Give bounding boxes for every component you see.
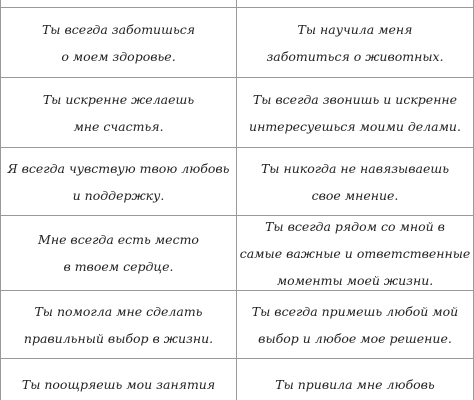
card-line: Ты поощряешь мои занятия	[21, 377, 216, 392]
card-line: в твоем сердце.	[63, 259, 174, 274]
card-line: интересуешься моими делами.	[249, 118, 461, 134]
card-line: свое мнение.	[311, 187, 399, 203]
card-cutoff-right	[237, 0, 474, 8]
card-line: Ты всегда звонишь и искренне	[252, 91, 458, 107]
card-line: Ты никогда не навязываешь	[260, 160, 450, 176]
card-line: о моем здоровье.	[61, 48, 176, 64]
card-line: Ты помогла мне сделать	[34, 303, 203, 319]
card-calls	[237, 78, 474, 148]
card-line: Ты привила мне любовь	[275, 377, 435, 392]
card-line: выбор и любое мое решение.	[258, 330, 452, 346]
card-instilled-love	[237, 359, 474, 400]
card-line: заботиться о животных.	[266, 48, 444, 64]
card-health	[0, 8, 237, 78]
card-line: мне счастья.	[73, 118, 164, 134]
card-line: Ты всегда заботишься	[41, 21, 196, 37]
card-line: Я всегда чувствую твою любовь	[7, 160, 230, 176]
card-encourage	[0, 359, 237, 400]
card-line: и поддержку.	[72, 187, 165, 203]
card-line: Ты всегда рядом со мной в	[265, 218, 445, 234]
card-cutoff-left	[0, 0, 237, 8]
card-line: самые важные и ответственные	[239, 245, 471, 261]
card-line: моменты моей жизни.	[276, 272, 434, 288]
card-important-moments	[237, 216, 474, 291]
card-love-support	[0, 148, 237, 216]
card-line: Ты искренне желаешь	[42, 91, 195, 107]
card-accept-decision	[237, 291, 474, 359]
card-right-choice	[0, 291, 237, 359]
card-line: Мне всегда есть место	[38, 232, 199, 247]
card-line: Ты научила меня	[297, 21, 413, 37]
card-line: Ты всегда примешь любой мой	[251, 303, 459, 319]
card-line: правильный выбор в жизни.	[23, 330, 214, 346]
card-animals	[237, 8, 474, 78]
card-happiness	[0, 78, 237, 148]
card-opinion	[237, 148, 474, 216]
card-heart	[0, 216, 237, 291]
